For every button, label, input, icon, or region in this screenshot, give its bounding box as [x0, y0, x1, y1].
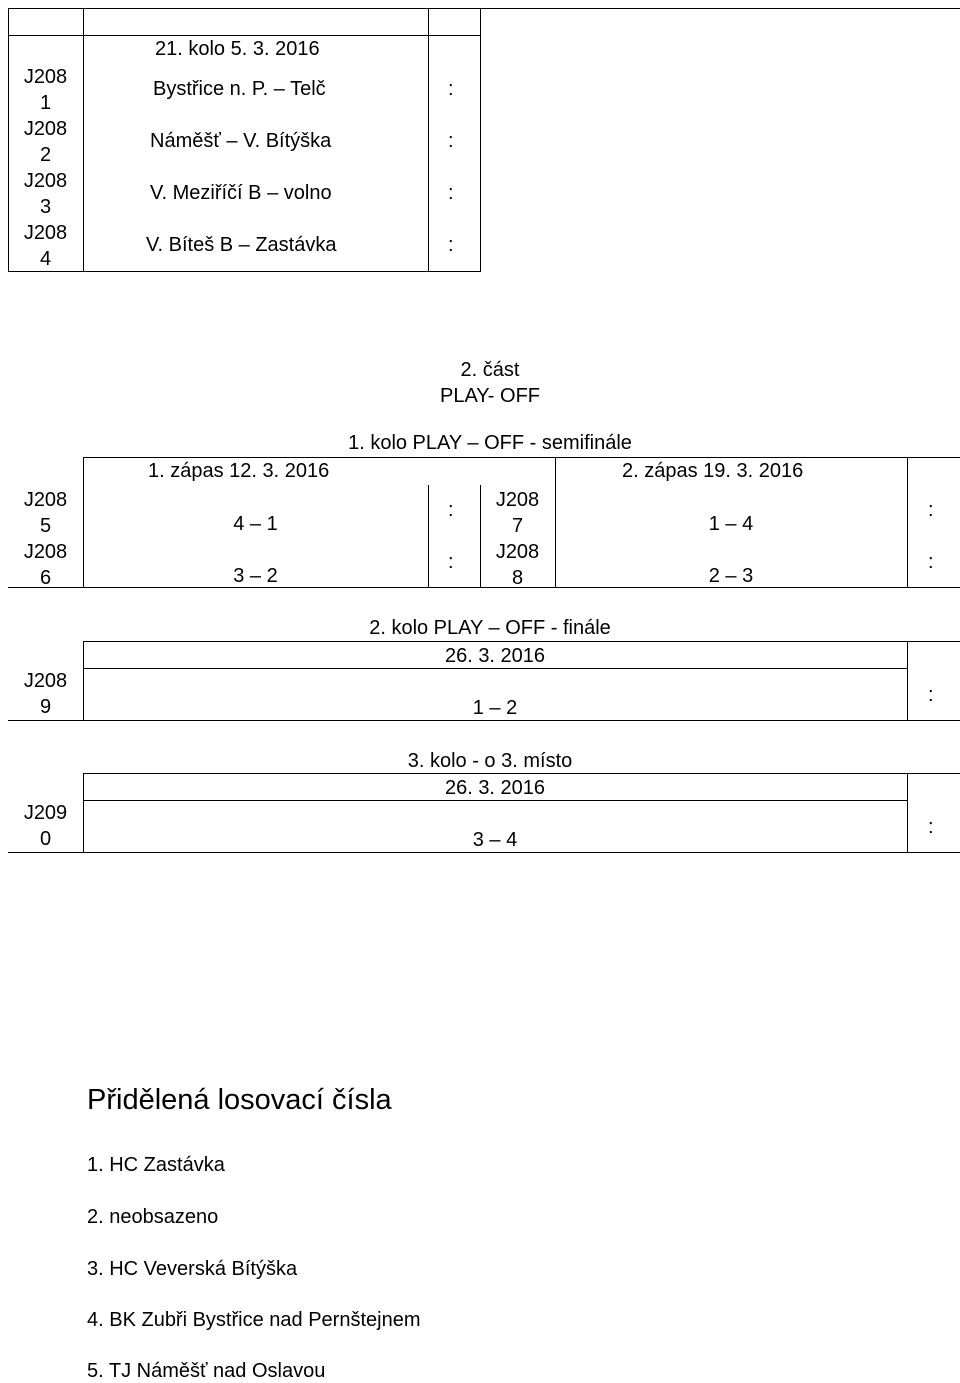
final-heading: 2. kolo PLAY – OFF - finále	[369, 617, 611, 639]
match-result: :	[448, 499, 454, 521]
match-code: J208 5	[23, 489, 68, 537]
draw-title: Přidělená losovací čísla	[87, 1084, 392, 1116]
match-code: J208 2	[23, 118, 68, 166]
match-code: J208 4	[23, 222, 68, 270]
semifinal-match1-date: 1. zápas 12. 3. 2016	[148, 460, 330, 482]
semifinal-heading: 1. kolo PLAY – OFF - semifinále	[348, 432, 632, 454]
match-pair: 2 – 3	[708, 565, 754, 587]
match-code: J209 0	[23, 802, 68, 850]
match-code: J208 7	[495, 489, 540, 537]
playoff-part: 2. část	[460, 359, 520, 381]
round21-header: 21. kolo 5. 3. 2016	[155, 38, 320, 60]
match-result: :	[928, 499, 934, 521]
match-result: :	[448, 78, 454, 100]
list-item: 2. neobsazeno	[87, 1206, 219, 1228]
match-result: :	[448, 234, 454, 256]
match-code: J208 1	[23, 66, 68, 114]
list-item: 5. TJ Náměšť nad Oslavou	[87, 1360, 326, 1382]
match-pair: 3 – 2	[233, 565, 278, 587]
list-item: 4. BK Zubři Bystřice nad Pernštejnem	[87, 1309, 421, 1331]
list-item: 3. HC Veverská Bítýška	[87, 1258, 298, 1280]
match-code: J208 6	[23, 541, 68, 589]
playoff-title: PLAY- OFF	[439, 385, 541, 407]
match-teams: V. Meziříčí B – volno	[150, 182, 332, 204]
match-teams: Náměšť – V. Bítýška	[150, 130, 332, 152]
match-result: :	[928, 816, 934, 838]
match-result: :	[928, 684, 934, 706]
match-pair: 4 – 1	[233, 513, 278, 535]
third-place-date: 26. 3. 2016	[444, 777, 546, 799]
list-item: 1. HC Zastávka	[87, 1154, 225, 1176]
match-code: J208 9	[23, 670, 68, 718]
match-result: :	[448, 130, 454, 152]
match-pair: 1 – 2	[472, 697, 518, 719]
match-code: J208 3	[23, 170, 68, 218]
match-result: :	[448, 182, 454, 204]
match-teams: Bystřice n. P. – Telč	[153, 78, 326, 100]
semifinal-match2-date: 2. zápas 19. 3. 2016	[622, 460, 804, 482]
match-teams: V. Bíteš B – Zastávka	[146, 234, 337, 256]
final-date: 26. 3. 2016	[444, 645, 546, 667]
third-place-heading: 3. kolo - o 3. místo	[407, 750, 573, 772]
match-result: :	[928, 551, 934, 573]
match-pair: 1 – 4	[708, 513, 754, 535]
match-code: J208 8	[495, 541, 540, 589]
match-pair: 3 – 4	[472, 829, 518, 851]
match-result: :	[448, 551, 454, 573]
